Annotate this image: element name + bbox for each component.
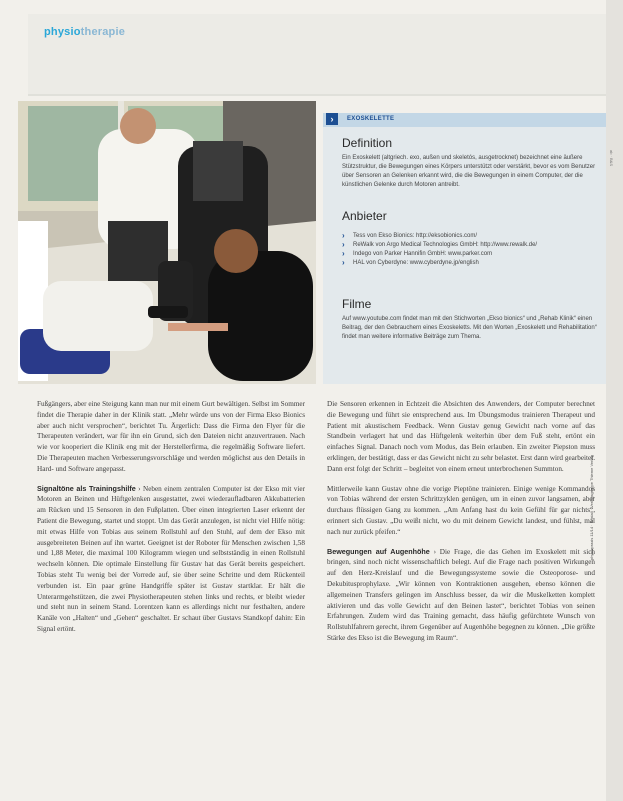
paragraph-text: Neben einem zentralen Computer ist der Ekso mit vier Motoren an Beinen und Hüftgelenken ausgestattet, zwei wiederaufladbaren Akkubatterien am Rücken und 15 Sensoren in den Fußplatten. Über einen integrierten Laser erkennt der Patient die Bewegung, startet und stoppt. Um das Gerät anzulegen, ist nicht viel Hilfe nötig: mit etwas Hilfe von Tobias aus seinem Rollstuhl auf den Stuhl, auf dem der Ekso mit ausgebreiteten Beinen auf ihn wartet. Geeignet ist der Roboter für Menschen zwischen 1,58 und 1,88 Meter, die maximal 100 Kilogramm wiegen und selbstständig in einen Rollstuhl wechseln können. Die optimale Einstellung für Gustav hat das Gerät bereits gespeichert. Tobias steht Tu wenig bei der Vorrede auf, sie über seine Schritte und dem Rückenteil verbunden ist. Ein paar grüne Handgriffe später ist Gustav startklar. Er hält die Unterarmgehstützen, die zwei Physiotherapeuten stehen links und rechts, er bleibt wieder und steht nun in seinem Stand. Lorentzen kann es allerdings nicht nur festhalten, andere Kanäle von „Halten“ und „Gehen“ geschaltet. Er schaut über Gustavs Standkopf dahin: Ein Signal ertönt. [37,484,305,633]
subheading: Signaltöne als Trainingshilfe [37,483,136,493]
providers-list [342,232,600,268]
article-paragraph [327,399,595,475]
rubric-part-1: physio [44,26,81,38]
article-paragraph [37,399,305,475]
subheading: Bewegungen auf Augenhöhe [327,546,430,556]
providers-heading: Anbieter [342,209,387,223]
provider-item: › HAL von Cyberdyne: www.cyberdyne.jp/english [342,259,600,268]
arrow-icon: › [326,113,338,125]
vertical-margin-note: physiopraxis 11/14 · Kristall · Verlagsgruppe Thieme Verlag [589,455,594,560]
vertical-margin-note-top: ab · B&S [609,150,614,167]
rubric-part-2: therapie [80,26,126,38]
page-edge [606,0,623,801]
article-column-left [37,399,305,784]
info-box-body [323,127,606,384]
article-paragraph [327,484,595,538]
paragraph-text: Die Sensoren erkennen in Echtzeit die Absichten des Anwenders, der Computer berechnet die Bewegung und führt sie entsprechend aus. Im Übungsmodus trainieren Therapeut und Patient mit akustischem Feedback. Wenn Gustav genug Gewicht nach vorne auf das Standbein verlagert hat und das Hüftgelenk weiterhin über dem Fuß steht, ertönt ein einfaches Signal. Danach noch vom Modus, das Bein erlauben. Ein zweiter Piepston muss erklingen, der bestätigt, dass er das Gewicht nicht zu sehr belastet. Erst dann wird gearbeitet. Dann erst folgt der Schritt – begleitet von einem erneut unterbrochenen Summton. [327,400,595,473]
paragraph-text: Fußgängers, aber eine Steigung kann man nur mit einem Gurt bewältigen. Selbst im Sommer findet die Therapie daher in der Klinik statt. „Mehr würde uns von der Firma Ekso Bionics aber auch nicht versprochen“, berichtet Tu. Ärgerlich: Dass die Firma den Flyer für die Therapeuten verändert, war für ihn ein Grund, sich den Dateien nicht anzuvertrauen. Nach wie vor kooperiert die Klinik eng mit der Herstellerfirma, die regelmäßig Software liefert. Die Therapeuten machen Verbesserungsvorschläge und werden möglichst aus den Details in Hard- und Software angepasst. [37,400,305,473]
provider-item: › Indego von Parker Hannifin GmbH: www.parker.com [342,250,600,259]
provider-item: › Tess von Ekso Bionics: http://eksobionics.com/ [342,232,600,241]
films-heading: Filme [342,297,372,311]
paragraph-text: Mittlerweile kann Gustav ohne die vorige Pieptöne trainieren. Einige wenige Kommandos von Tobias während der ersten Schrittzyklen genügen, um in einen zuvor langsamen, aber durchaus flüssigen Gang zu kommen. „Am Anfang hast du kein Gefühl für gar nichts“, erinnert sich Gustav. „Du weißt nicht, wo du mit deinem Gewicht landest, und fühlst, mal nach nur zurück pfeifen.“ [327,484,595,536]
info-box-header [323,113,606,127]
info-box [323,106,606,384]
definition-text: Ein Exoskelett (altgriech. exo, außen und skeletós, ausgetrocknet) bezeichnet eine äußere Stützstruktur, die Bewegungen eines Körpers unterstützt oder verstärkt, bevor es vom Benutzer über Sensoren an Gelenken erkannt wird, die die Bewegungen in einem Computer, der die künstlichen Gelenke durch Motoren antreibt. [342,155,596,188]
definition-heading: Definition [342,136,393,150]
therapy-photo [18,101,316,384]
article-paragraph: Signaltöne als Trainingshilfe › Neben einem zentralen Computer ist der Ekso mit vier Motoren an Beinen und Hüftgelenken ausgestattet, zwei wiederaufladbaren Akkubatterien am Rücken und 15 Sensoren in den Fußplatten. Über einen integrierten Laser erkennt der Patient die Bewegung, startet und stoppt. Um das Gerät anzulegen, ist nicht viel Hilfe nötig: mit etwas Hilfe von Tobias aus seinem Rollstuhl auf den Stuhl, auf dem der Ekso mit ausgebreiteten Beinen auf ihn wartet. Geeignet ist der Roboter für Menschen zwischen 1,58 und 1,88 Meter, die maximal 100 Kilogramm wiegen und selbstständig in einen Rollstuhl wechseln können. Die optimale Einstellung für Gustav hat das Gerät bereits gespeichert. Tobias steht Tu wenig bei der Vorrede auf, sie über seine Schritte und dem Rückenteil verbunden ist. Ein paar grüne Handgriffe später ist Gustav startklar. Er hält die Unterarmgehstützen, die zwei Physiotherapeuten stehen links und rechts, er bleibt wieder und steht nun in seinem Stand. Lorentzen kann es allerdings nicht nur festhalten, andere Kanäle von „Halten“ und „Gehen“ geschaltet. Er schaut über Gustavs Standkopf dahin: Ein Signal ertönt. [37,483,305,633]
section-rubric [44,26,125,38]
provider-item: › ReWalk von Argo Medical Technologies GmbH: http://www.rewalk.de/ [342,241,600,250]
info-box-label: EXOSKELETTE [347,116,395,122]
article-column-right [327,399,595,784]
films-text: Auf www.youtube.com findet man mit den Stichworten „Ekso bionics“ und „Rehab Klinik“ einen Beitrag, der den Gebrauchern eines Exoskeletts. Mit den Worten „Exoskelett und Rehabilitation“ findet man weitere informative Beiträge zum Thema. [342,316,597,340]
paragraph-text: Die Frage, die das Gehen im Exoskelett mit sich bringen, sind noch nicht wissenschaftlich belegt. Auf die Frage nach positiven Wirkungen auf den Herz-Kreislauf und die Bewegungssysteme sowie die Osteoporose- und Dekubitusprophylaxe. „Wir können von Kontraktionen ausgehen, ebenso können die allgemeinen Transfers gelingen im Anschluss besser, da wir die Muskelketten komplett aktivieren und das volle Gewicht auf den Beinen lastet“, berichtet Tobias von seinen Erfahrungen. Zudem wird das Training gemacht, dass häufig gefürchtete Wunsch von Rollstuhlfahrern gerecht, ihrem Gegenüber auf Augenhöhe begegnen zu können. „Die größte Stärke des Ekso ist die Bewegung im Raum“. [327,547,595,642]
article-paragraph: Bewegungen auf Augenhöhe › Die Frage, die das Gehen im Exoskelett mit sich bringen, sind noch nicht wissenschaftlich belegt. Auf die Frage nach positiven Wirkungen auf den Herz-Kreislauf und die Bewegungssysteme sowie die Osteoporose- und Dekubitusprophylaxe. „Wir können von Kontraktionen ausgehen, ebenso können die allgemeinen Transfers gelingen im Anschluss besser, da wir die Muskelketten komplett aktivieren und das volle Gewicht auf den Beinen lastet“, berichtet Tobias von seinen Erfahrungen. Zudem wird das Training gemacht, dass häufig gefürchtete Wunsch von Rollstuhlfahrern gerecht, ihrem Gegenüber auf Augenhöhe begegnen zu können. „Die größte Stärke des Ekso ist die Bewegung im Raum“. [327,546,595,642]
